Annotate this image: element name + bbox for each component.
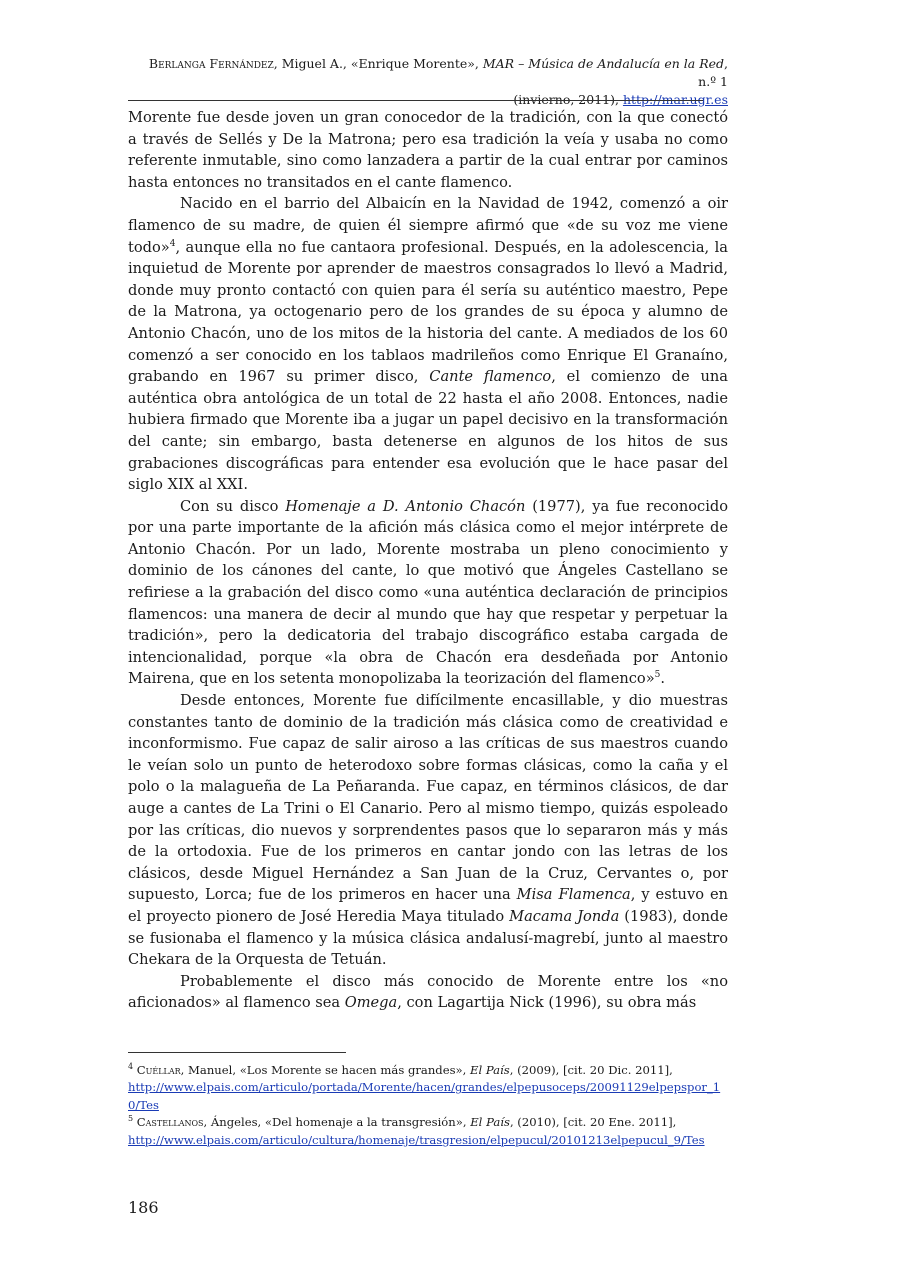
paragraph-4: Desde entonces, Morente fue difícilmente encasillable, y dio muestras constantes tanto de dominio de la tradición más clásica como de creatividad e inconformismo. Fue capaz de salir airoso a las críticas de sus maestros cuando le veían solo un punto de heterodoxo sobre formas clásicas, como la caña y el polo o la malagueña de La Peñaranda. Fue capaz, en términos clásicos, de dar auge a cantes de La Trini o El Canario. Pero al mismo tiempo, quizás espoleado por las críticas, dio nuevos y sorprendentes pasos que lo separaron más y más de la ortodoxia. Fue de los primeros en cantar jondo con las letras de los clásicos, desde Miguel Hernández a San Juan de la Cruz, Cervantes o, por supuesto, Lorca; fue de los primeros en hacer una Misa Flamenca, y estuvo en el proyecto pionero de José Heredia Maya titulado Macama Jonda (1983), donde se fusionaba el flamenco y la música clásica andalusí-magrebí, junto al maestro Chekara de la Orquesta de Tetuán. bbox=[128, 692, 729, 969]
album-title: Misa Flamenca bbox=[516, 886, 631, 904]
paragraph-1: Morente fue desde joven un gran conocedor de la tradición, con la que conectó a través de Sellés y De la Matrona; pero esa tradición la veía y usaba no como referente inmutable, sino como lanzadera a partir de la cual entrar por caminos hasta entonces no transitados en el cante flamenco. bbox=[128, 109, 728, 191]
footnote-ref-4[interactable]: 4 bbox=[169, 238, 176, 249]
footnote-5: $^5$ Castellanos, Ángeles, «Del homenaje a la transgresión», El País, (2010), [cit. 20 Ene. 2011], http://www.elpais.com/articulo/cultura/homenaje/trasgresion/elpepucul/20101213elpepucul_9/Tes bbox=[128, 1114, 705, 1147]
album-title: Macama Jonda bbox=[509, 907, 620, 925]
footnote-4-link[interactable]: http://www.elpais.com/articulo/portada/Morente/hacen/grandes/elpepusoceps/20091129elpepspor_10/Tes bbox=[128, 1080, 721, 1112]
footnote-4: $^4$ Cuéllar, Manuel, «Los Morente se hacen más grandes», El País, (2009), [cit. 20 Dic. 2011], http://www.elpais.com/articulo/portada/Morente/hacen/grandes/elpepusoceps/20091129elpepspor_10/Tes bbox=[128, 1062, 721, 1112]
header-divider bbox=[128, 100, 703, 101]
page-number: 186 bbox=[128, 1198, 159, 1217]
paragraph-3: Con su disco Homenaje a D. Antonio Chacón (1977), ya fue reconocido por una parte importante de la afición más clásica como el mejor intérprete de Antonio Chacón. Por un lado, Morente mostraba un pleno conocimiento y dominio de los cánones del cante, lo que motivó que Ángeles Castellano se refiriese a la grabación del disco como «una auténtica declaración de principios flamencos: una manera de decir al mundo que hay que respetar y perpetuar la tradición», pero la dedicatoria del trabajo discográfico estaba cargada de intencionalidad, porque «la obra de Chacón era desdeñada por Antonio Mairena, que en los setenta monopolizaba la teorización del flamenco»$^5$. bbox=[128, 497, 728, 688]
citation-line-1 bbox=[128, 55, 728, 91]
footnote-5-link[interactable]: http://www.elpais.com/articulo/cultura/homenaje/trasgresion/elpepucul/20101213elpepucul_9/Tes bbox=[128, 1132, 705, 1147]
header-journal: MAR – Música de Andalucía en la Red bbox=[482, 56, 725, 71]
footnotes bbox=[128, 1062, 728, 1149]
footnote-divider bbox=[128, 1052, 346, 1053]
header-author: Berlanga Fernández bbox=[148, 56, 274, 71]
header-season: (invierno, 2011), bbox=[513, 92, 623, 107]
album-title: Homenaje a D. Antonio Chacón bbox=[285, 497, 526, 515]
album-title: Omega bbox=[344, 994, 398, 1012]
header-author-rest: , Miguel A., «Enrique Morente», bbox=[273, 56, 483, 71]
footnote-ref-5[interactable]: 5 bbox=[654, 670, 661, 681]
header-issue: , n.º 1 bbox=[698, 56, 728, 89]
main-text bbox=[128, 107, 728, 1014]
paragraph-5: Probablemente el disco más conocido de Morente entre los «no aficionados» al flamenco sea Omega, con Lagartija Nick (1996), su obra más bbox=[128, 972, 728, 1012]
header-url-link[interactable]: http://mar.ugr.es bbox=[622, 92, 728, 107]
paragraph-2: Nacido en el barrio del Albaicín en la Navidad de 1942, comenzó a oir flamenco de su madre, de quien él siempre afirmó que «de su voz me viene todo»$^4$, aunque ella no fue cantaora profesional. Después, en la adolescencia, la inquietud de Morente por aprender de maestros consagrados lo llevó a Madrid, donde muy pronto contactó con quien para él sería su auténtico maestro, Pepe de la Matrona, ya octogenario pero de los grandes de su época y alumno de Antonio Chacón, uno de los mitos de la historia del cante. A mediados de los 60 comenzó a ser conocido en los tablaos madrileños como Enrique El Granaíno, grabando en 1967 su primer disco, Cante flamenco, el comienzo de una auténtica obra antológica de un total de 22 hasta el año 2008. Entonces, nadie hubiera firmado que Morente iba a jugar un papel decisivo en la transformación del cante; sin embargo, basta detenerse en algunos de los hitos de sus grabaciones discográficas para entender esa evolución que le hace pasar del siglo XIX al XXI. bbox=[128, 195, 728, 494]
album-title: Cante flamenco bbox=[429, 368, 552, 386]
